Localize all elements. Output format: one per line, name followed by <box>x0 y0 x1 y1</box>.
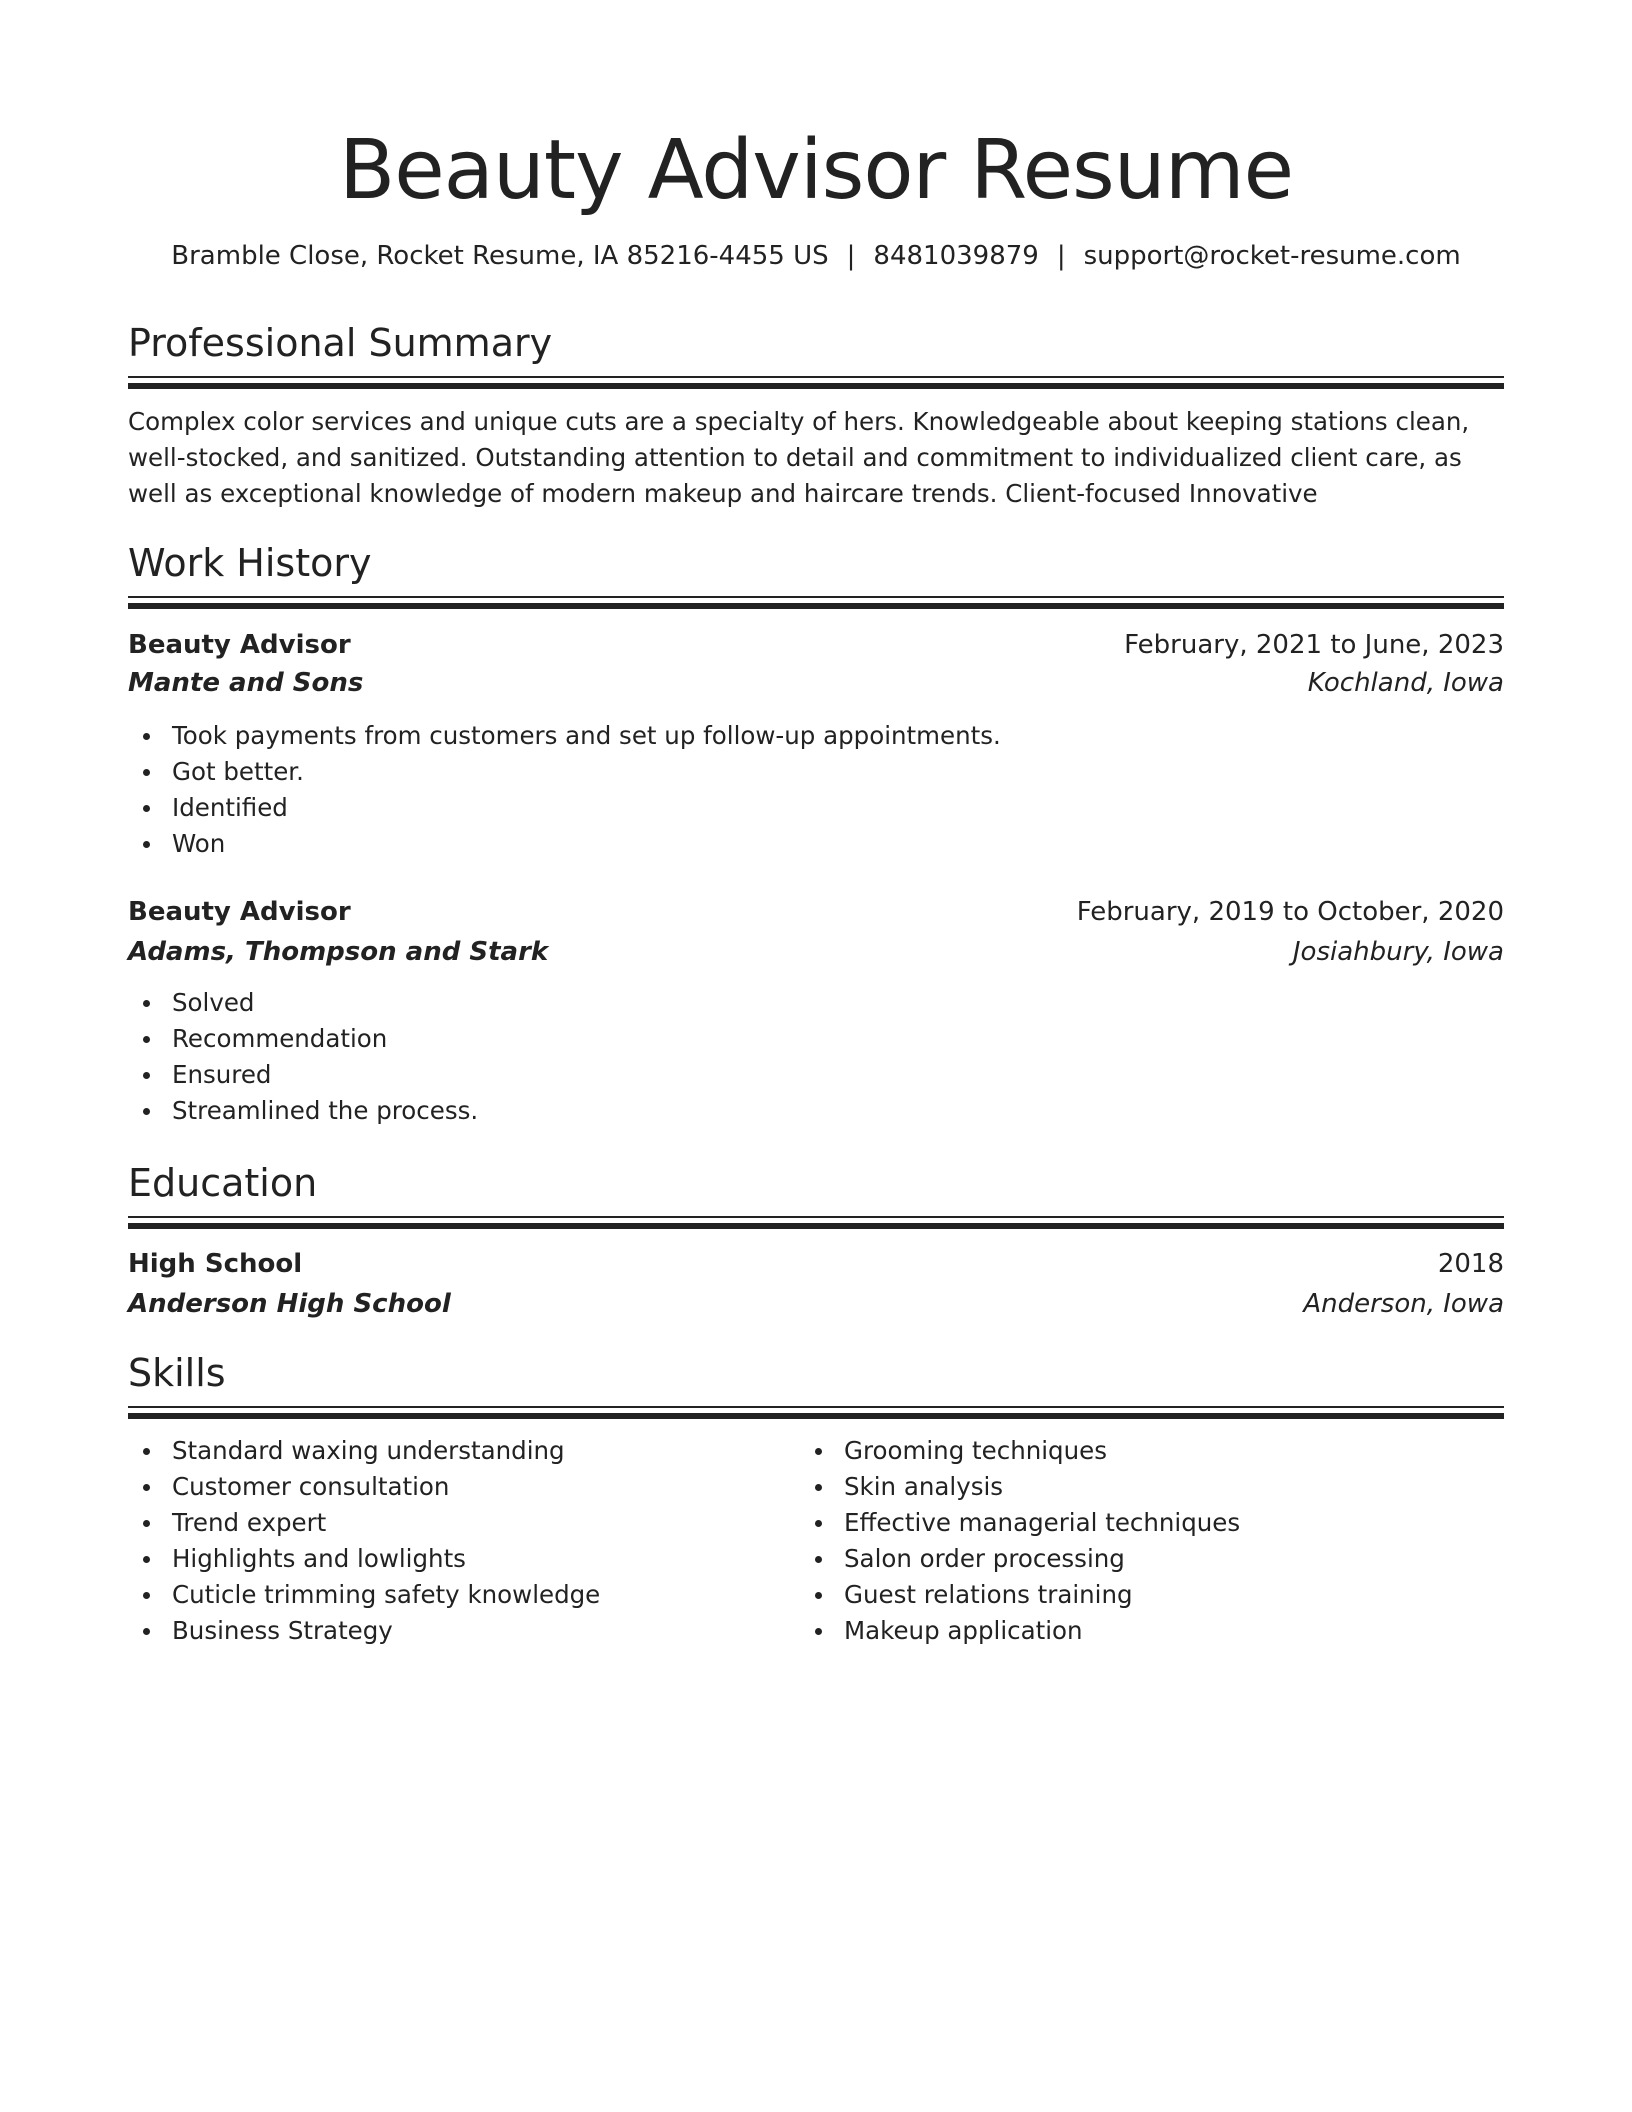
job-bullets <box>128 985 478 1129</box>
skill-item: Guest relations training <box>800 1577 1504 1613</box>
resume-title: Beauty Advisor Resume <box>338 123 1294 218</box>
skill-item: Makeup application <box>800 1613 1504 1649</box>
list-item: Recommendation <box>128 1021 478 1057</box>
section-divider <box>128 1216 1504 1229</box>
education-school: Anderson High School <box>128 1289 451 1319</box>
section-divider <box>128 376 1504 389</box>
list-item: Ensured <box>128 1057 478 1093</box>
section-divider <box>128 1406 1504 1419</box>
skill-item: Standard waxing understanding <box>128 1433 800 1469</box>
skill-item: Effective managerial techniques <box>800 1505 1504 1541</box>
list-item: Got better. <box>128 754 1001 790</box>
contact-phone: 8481039879 <box>873 241 1039 271</box>
skill-item: Grooming techniques <box>800 1433 1504 1469</box>
section-heading-education: Education <box>128 1161 318 1205</box>
skill-item: Business Strategy <box>128 1613 800 1649</box>
section-heading-summary: Professional Summary <box>128 321 553 365</box>
list-item: Solved <box>128 985 478 1021</box>
education-location: Anderson, Iowa <box>1303 1289 1504 1319</box>
contact-separator: | <box>1056 241 1066 271</box>
job-dates: February, 2019 to October, 2020 <box>1076 897 1504 927</box>
job-title: Beauty Advisor <box>128 897 351 927</box>
summary-text: Complex color services and unique cuts are a specialty of hers. Knowledgeable about keeping stations clean, well-stocked, and sanitized. Outstanding attention to detail and commitment to individualized client care, as well as exceptional knowledge of modern makeup and haircare trends. Client-focused Innovative <box>128 407 1470 508</box>
job-location: Josiahbury, Iowa <box>1292 937 1504 967</box>
list-item: Identified <box>128 790 1001 826</box>
skills-list-left <box>128 1433 800 1649</box>
education-year: 2018 <box>1437 1249 1504 1279</box>
skill-item: Trend expert <box>128 1505 800 1541</box>
skill-item: Skin analysis <box>800 1469 1504 1505</box>
contact-line <box>128 236 1504 276</box>
contact-separator: | <box>846 241 856 271</box>
job-company: Adams, Thompson and Stark <box>128 937 549 967</box>
section-divider <box>128 596 1504 609</box>
skills-list-right <box>800 1433 1504 1649</box>
skill-item: Salon order processing <box>800 1541 1504 1577</box>
skill-item: Cuticle trimming safety knowledge <box>128 1577 800 1613</box>
education-degree: High School <box>128 1249 303 1279</box>
list-item: Streamlined the process. <box>128 1093 478 1129</box>
job-company: Mante and Sons <box>128 668 364 698</box>
job-location: Kochland, Iowa <box>1307 668 1504 698</box>
job-title: Beauty Advisor <box>128 630 351 660</box>
skill-item: Customer consultation <box>128 1469 800 1505</box>
list-item: Took payments from customers and set up follow-up appointments. <box>128 718 1001 754</box>
section-heading-work: Work History <box>128 541 372 585</box>
section-heading-skills: Skills <box>128 1351 226 1395</box>
list-item: Won <box>128 826 1001 862</box>
job-dates: February, 2021 to June, 2023 <box>1124 630 1504 660</box>
job-bullets <box>128 718 1001 862</box>
contact-email: support@rocket-resume.com <box>1083 241 1461 271</box>
contact-address: Bramble Close, Rocket Resume, IA 85216-4455 US <box>171 241 829 271</box>
skill-item: Highlights and lowlights <box>128 1541 800 1577</box>
